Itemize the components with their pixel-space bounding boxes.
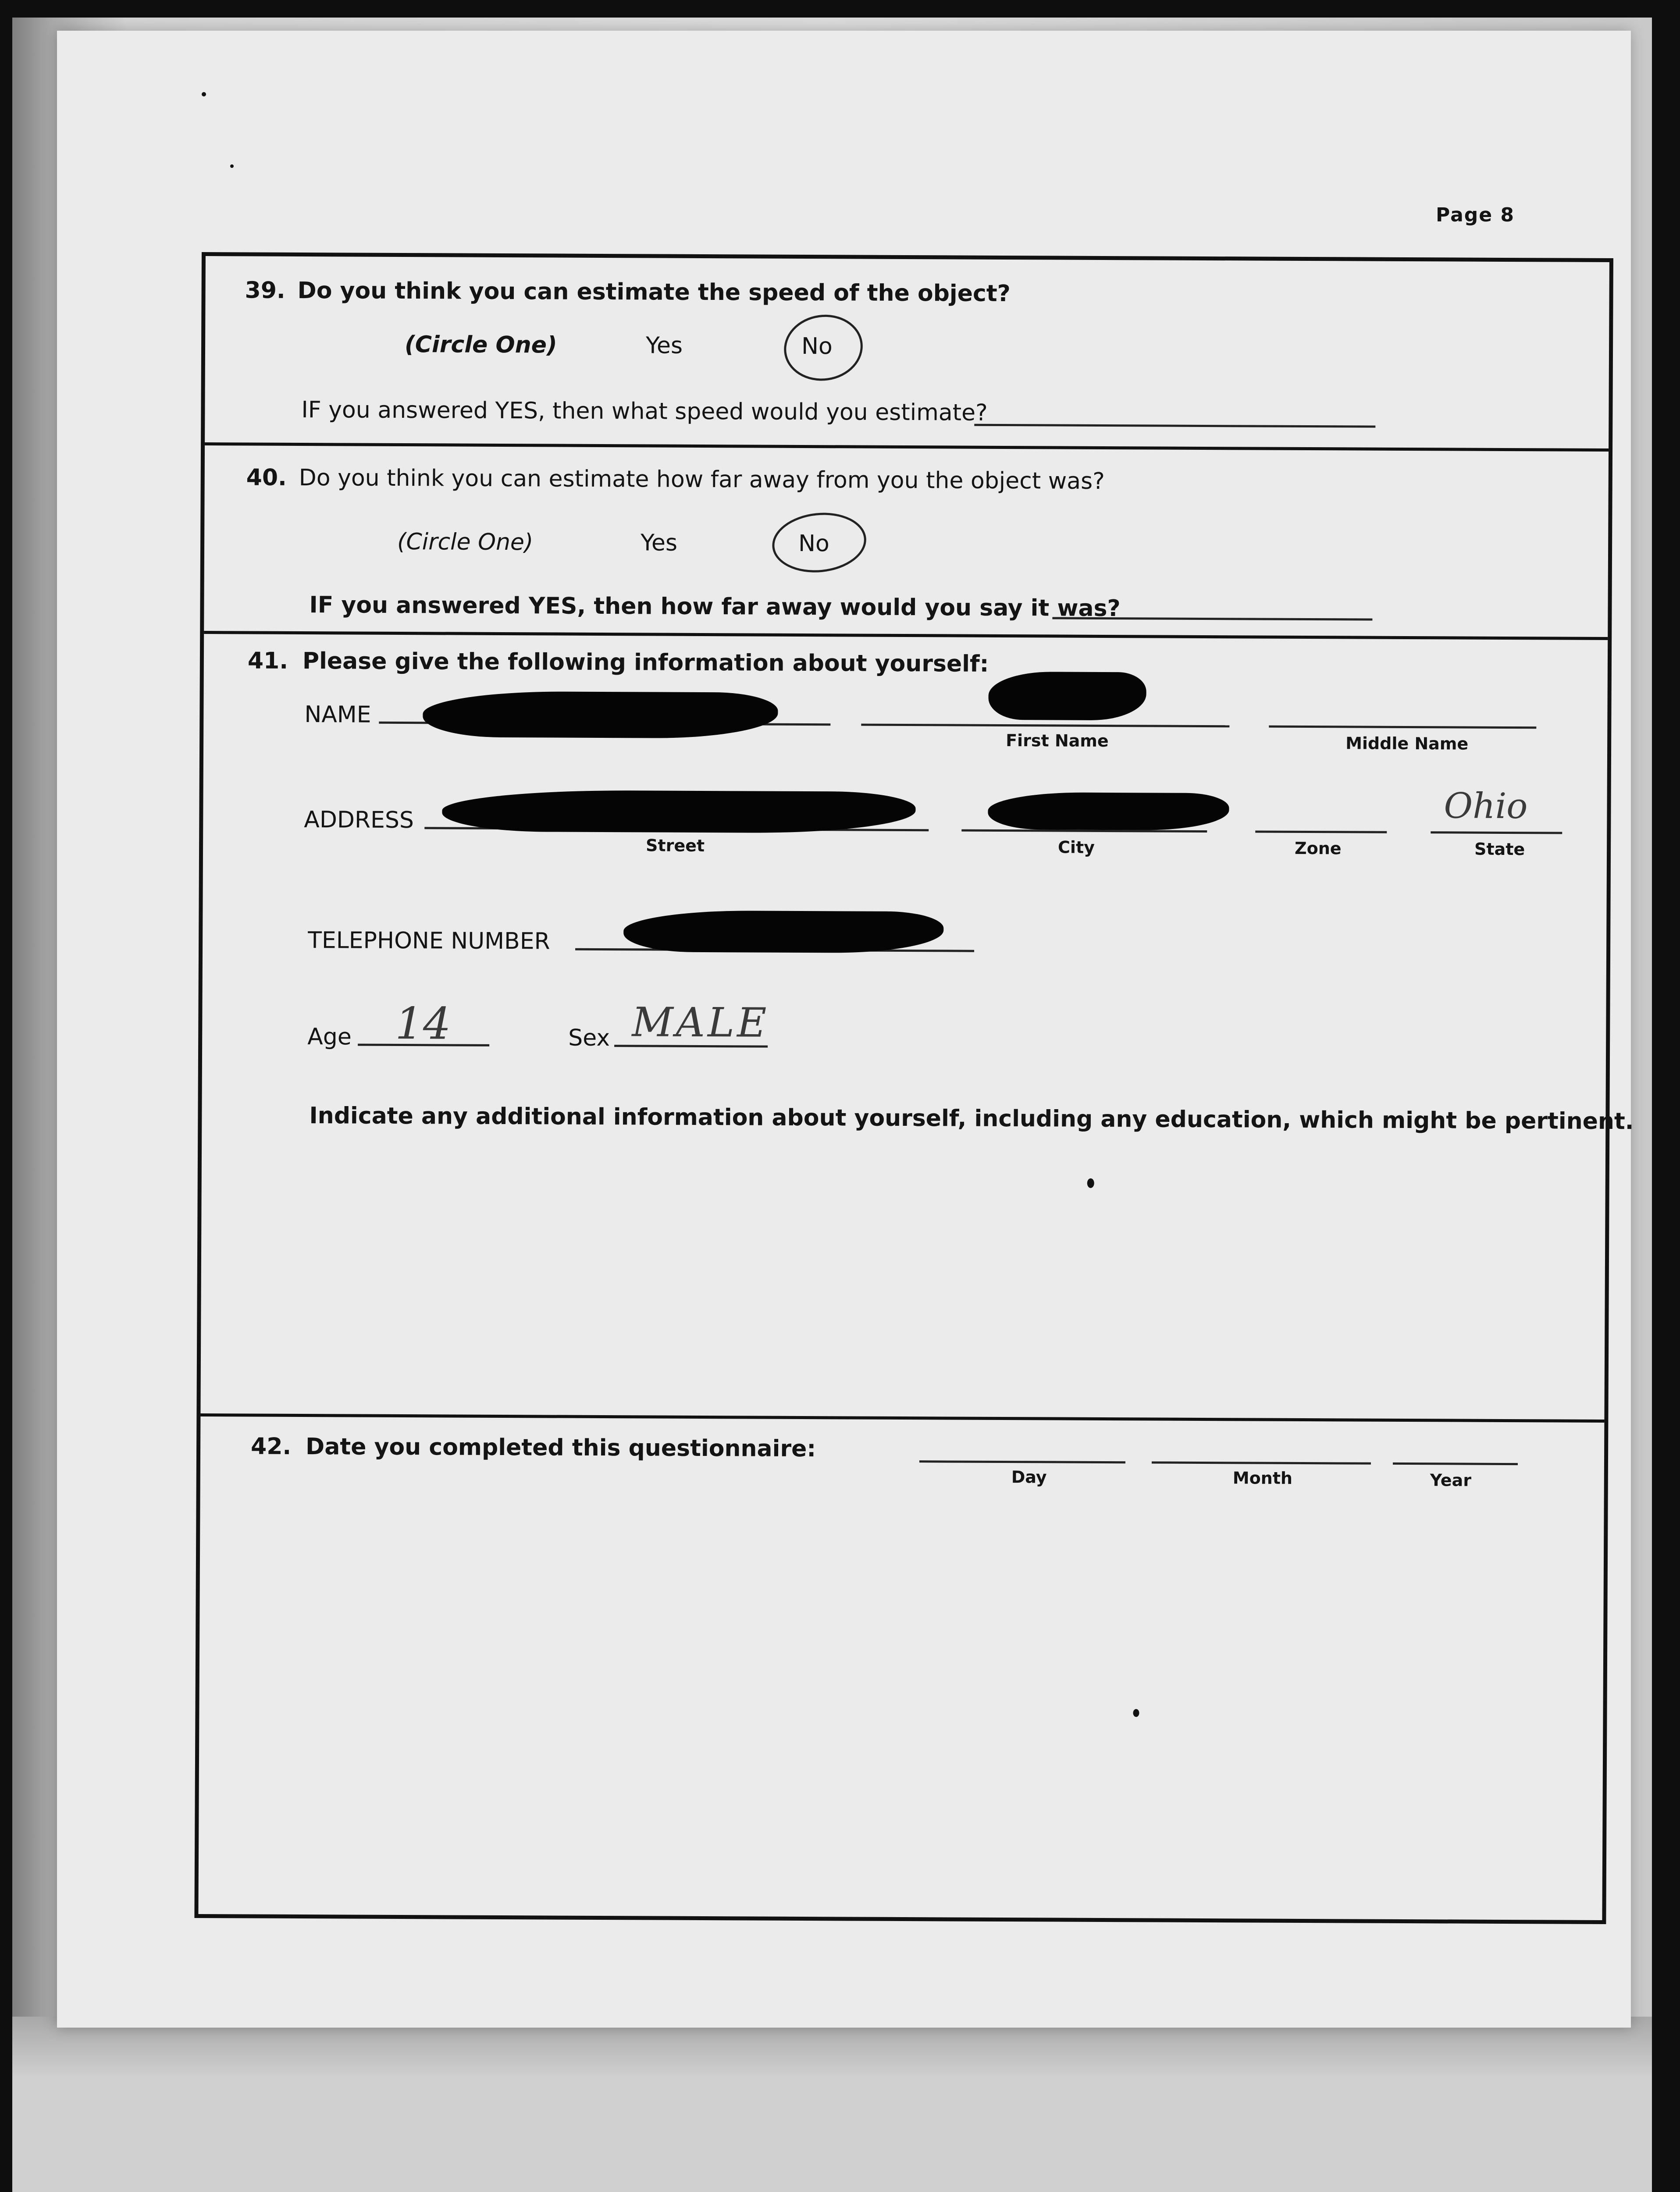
q39-number: 39. bbox=[245, 277, 285, 304]
q39-question: Do you think you can estimate the speed of the object? bbox=[297, 277, 1011, 307]
year-caption: Year bbox=[1430, 1470, 1472, 1490]
state-line[interactable] bbox=[1431, 831, 1562, 834]
street-redaction bbox=[442, 790, 915, 833]
day-caption: Day bbox=[1011, 1467, 1047, 1487]
dust-speck bbox=[1133, 1709, 1139, 1717]
state-caption: State bbox=[1474, 839, 1525, 859]
q40-yes-option[interactable]: Yes bbox=[640, 530, 678, 556]
q39-yes-option[interactable]: Yes bbox=[645, 332, 683, 359]
additional-info-prompt: Indicate any additional information about yourself, including any education, which might be pertinent. bbox=[309, 1103, 1634, 1135]
telephone-redaction bbox=[623, 910, 943, 953]
q39-no-option[interactable]: No bbox=[801, 333, 833, 360]
q42-number: 42. bbox=[250, 1433, 292, 1460]
divider-41-42 bbox=[200, 1413, 1604, 1423]
underlying-page-strip bbox=[12, 2017, 1652, 2192]
q40-follow-up: IF you answered YES, then how far away would you say it was? bbox=[309, 592, 1121, 622]
sex-handwriting: MALE bbox=[632, 999, 769, 1046]
q40-circle-label: (Circle One) bbox=[397, 528, 534, 556]
q39-circle-label: (Circle One) bbox=[404, 331, 557, 359]
sex-label: Sex bbox=[568, 1025, 610, 1052]
city-redaction bbox=[988, 792, 1229, 830]
q39-speed-answer-line[interactable] bbox=[974, 424, 1375, 428]
dust-speck bbox=[202, 92, 206, 96]
address-label: ADDRESS bbox=[304, 807, 414, 834]
dust-speck bbox=[1087, 1178, 1094, 1188]
first-name-line[interactable] bbox=[861, 724, 1229, 728]
last-name-redaction bbox=[423, 691, 778, 739]
zone-line[interactable] bbox=[1255, 830, 1387, 833]
questionnaire-form bbox=[194, 252, 1634, 1924]
divider-39-40 bbox=[205, 442, 1609, 452]
middle-name-line[interactable] bbox=[1269, 726, 1536, 729]
state-handwriting: Ohio bbox=[1444, 785, 1528, 827]
q41-intro: Please give the following information about yourself: bbox=[302, 648, 989, 677]
first-name-redaction bbox=[988, 672, 1146, 721]
month-line[interactable] bbox=[1152, 1461, 1371, 1464]
question-39 bbox=[206, 256, 1609, 426]
document-page bbox=[57, 31, 1634, 2028]
q40-no-option[interactable]: No bbox=[798, 530, 829, 557]
first-name-caption: First Name bbox=[1006, 731, 1109, 751]
year-line[interactable] bbox=[1393, 1463, 1518, 1465]
dust-speck bbox=[230, 164, 234, 168]
name-label: NAME bbox=[304, 701, 371, 728]
zone-caption: Zone bbox=[1294, 838, 1342, 858]
city-caption: City bbox=[1057, 837, 1095, 857]
divider-40-41 bbox=[204, 631, 1608, 640]
page-label: Page 8 bbox=[1436, 204, 1515, 226]
age-label: Age bbox=[307, 1024, 352, 1050]
q41-number: 41. bbox=[247, 648, 288, 674]
q42-question: Date you completed this questionnaire: bbox=[305, 1434, 816, 1463]
q40-number: 40. bbox=[246, 464, 287, 491]
day-line[interactable] bbox=[919, 1460, 1125, 1463]
q40-question: Do you think you can estimate how far away from you the object was? bbox=[299, 464, 1105, 495]
age-handwriting: 14 bbox=[395, 997, 451, 1050]
middle-name-caption: Middle Name bbox=[1345, 733, 1469, 754]
month-caption: Month bbox=[1232, 1468, 1293, 1488]
q39-follow-up: IF you answered YES, then what speed would you estimate? bbox=[301, 396, 988, 426]
telephone-label: TELEPHONE NUMBER bbox=[308, 927, 550, 955]
street-caption: Street bbox=[646, 836, 705, 856]
